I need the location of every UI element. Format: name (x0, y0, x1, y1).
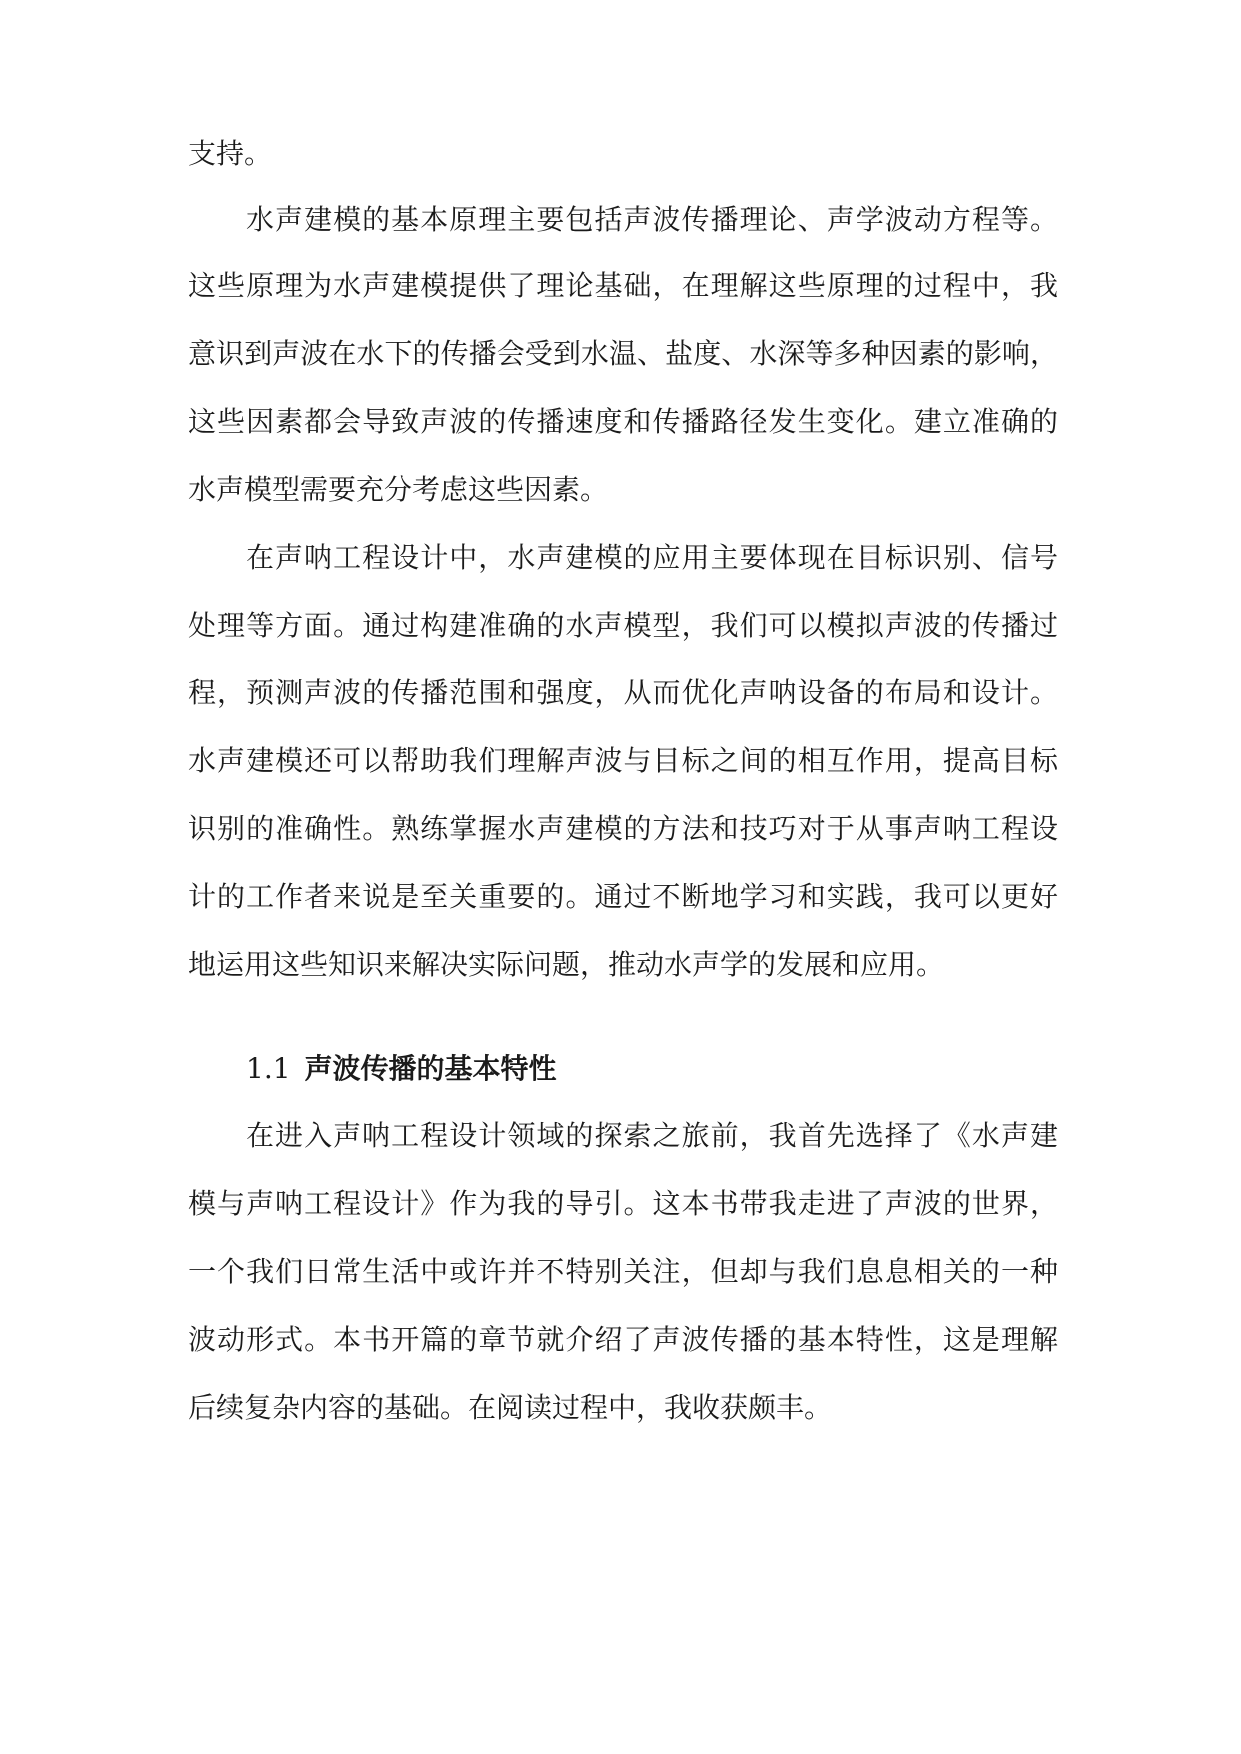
text-line: 计的工作者来说是至关重要的。通过不断地学习和实践，我可以更好 (188, 880, 1058, 913)
text-line: 程，预测声波的传播范围和强度，从而优化声呐设备的布局和设计。 (188, 676, 1058, 709)
section-heading (246, 1049, 557, 1089)
text-line: 支持。 (188, 137, 273, 170)
text-line: 处理等方面。通过构建准确的水声模型，我们可以模拟声波的传播过 (188, 609, 1058, 642)
section-number: 1.1 (246, 1052, 291, 1085)
text-line: 水声模型需要充分考虑这些因素。 (188, 473, 609, 506)
text-line: 识别的准确性。熟练掌握水声建模的方法和技巧对于从事声呐工程设 (188, 812, 1058, 845)
text-line: 这些原理为水声建模提供了理论基础，在理解这些原理的过程中，我 (188, 269, 1058, 302)
text-line: 水声建模还可以帮助我们理解声波与目标之间的相互作用，提高目标 (188, 744, 1058, 777)
text-line: 后续复杂内容的基础。在阅读过程中，我收获颇丰。 (188, 1391, 833, 1424)
paragraph-first-line: 在进入声呐工程设计领域的探索之旅前，我首先选择了《水声建 (246, 1119, 1058, 1152)
text-line: 这些因素都会导致声波的传播速度和传播路径发生变化。建立准确的 (188, 405, 1058, 438)
text-line: 波动形式。本书开篇的章节就介绍了声波传播的基本特性，这是理解 (188, 1323, 1058, 1356)
section-title: 声波传播的基本特性 (304, 1052, 557, 1085)
text-line: 一个我们日常生活中或许并不特别关注，但却与我们息息相关的一种 (188, 1255, 1058, 1288)
text-line: 模与声呐工程设计》作为我的导引。这本书带我走进了声波的世界， (188, 1187, 1058, 1220)
paragraph-first-line: 水声建模的基本原理主要包括声波传播理论、声学波动方程等。 (246, 203, 1058, 236)
text-line: 意识到声波在水下的传播会受到水温、盐度、水深等多种因素的影响， (188, 337, 1058, 370)
paragraph-first-line: 在声呐工程设计中，水声建模的应用主要体现在目标识别、信号 (246, 541, 1058, 574)
text-line: 地运用这些知识来解决实际问题，推动水声学的发展和应用。 (188, 948, 945, 981)
